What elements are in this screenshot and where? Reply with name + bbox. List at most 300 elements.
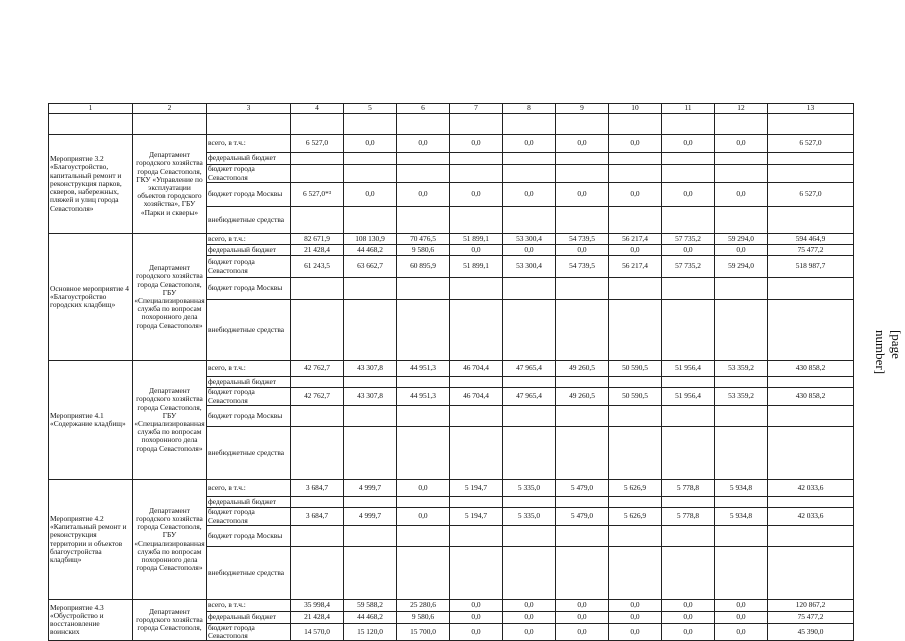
funding-source-label: бюджет города Москвы (207, 278, 291, 300)
amount-cell: 0,0 (450, 600, 503, 612)
amount-cell: 0,0 (715, 183, 768, 207)
amount-cell: 45 390,0 (768, 624, 854, 641)
amount-cell (450, 427, 503, 480)
amount-cell: 50 590,5 (609, 361, 662, 377)
amount-cell (768, 165, 854, 183)
amount-cell: 4 999,7 (344, 480, 397, 497)
amount-cell (450, 406, 503, 427)
funding-source-label: бюджет города Москвы (207, 183, 291, 207)
amount-cell: 15 120,0 (344, 624, 397, 641)
amount-cell: 0,0 (397, 135, 450, 153)
amount-cell (344, 497, 397, 508)
amount-cell (609, 207, 662, 234)
column-number-header: 1 (49, 104, 133, 114)
measure-name: Мероприятие 4.1 «Содержание кладбищ» (49, 361, 133, 480)
amount-cell (768, 406, 854, 427)
amount-cell (662, 497, 715, 508)
amount-cell: 518 987,7 (768, 256, 854, 278)
funding-source-label: всего, в т.ч.: (207, 361, 291, 377)
amount-cell: 0,0 (450, 183, 503, 207)
amount-cell (291, 427, 344, 480)
amount-cell: 5 335,0 (503, 480, 556, 497)
table-row (49, 135, 854, 153)
funding-source-label: всего, в т.ч.: (207, 234, 291, 245)
amount-cell: 63 662,7 (344, 256, 397, 278)
amount-cell (556, 526, 609, 547)
amount-cell: 0,0 (397, 480, 450, 497)
amount-cell (768, 497, 854, 508)
amount-cell: 14 570,0 (291, 624, 344, 641)
amount-cell: 35 998,4 (291, 600, 344, 612)
amount-cell (715, 547, 768, 600)
amount-cell (768, 153, 854, 165)
measure-name: Мероприятие 3.2 «Благоустройство, капитальный ремонт и реконструкция парков, скверов, набережных, пляжей и улиц города Севастополя» (49, 135, 133, 234)
executor-name: Департамент городского хозяйства города Севастополя, (133, 600, 207, 641)
amount-cell: 0,0 (609, 612, 662, 624)
amount-cell: 5 778,8 (662, 508, 715, 526)
amount-cell: 9 580,6 (397, 612, 450, 624)
amount-cell (397, 406, 450, 427)
amount-cell: 0,0 (715, 135, 768, 153)
amount-cell (397, 278, 450, 300)
column-number-header: 2 (133, 104, 207, 114)
amount-cell: 42 762,7 (291, 361, 344, 377)
measure-name: Мероприятие 4.2 «Капитальный ремонт и реконструкция территории и объектов благоустройства кладбищ» (49, 480, 133, 600)
amount-cell (291, 153, 344, 165)
amount-cell (715, 497, 768, 508)
amount-cell (397, 526, 450, 547)
amount-cell (503, 526, 556, 547)
amount-cell: 0,0 (450, 135, 503, 153)
amount-cell (291, 207, 344, 234)
amount-cell (768, 547, 854, 600)
amount-cell: 42 033,6 (768, 480, 854, 497)
funding-source-label: бюджет города Севастополя (207, 388, 291, 406)
empty-cell (715, 114, 768, 135)
funding-source-label: внебюджетные средства (207, 427, 291, 480)
amount-cell: 0,0 (556, 624, 609, 641)
amount-cell (344, 153, 397, 165)
amount-cell (609, 526, 662, 547)
amount-cell: 0,0 (662, 183, 715, 207)
amount-cell: 0,0 (609, 624, 662, 641)
empty-cell (49, 114, 133, 135)
column-number-header: 6 (397, 104, 450, 114)
amount-cell: 54 739,5 (556, 234, 609, 245)
amount-cell (556, 153, 609, 165)
amount-cell: 6 527,0 (768, 183, 854, 207)
table-row (49, 600, 854, 612)
amount-cell: 108 130,9 (344, 234, 397, 245)
amount-cell: 0,0 (344, 135, 397, 153)
funding-source-label: бюджет города Севастополя (207, 165, 291, 183)
amount-cell: 0,0 (662, 600, 715, 612)
empty-cell (556, 114, 609, 135)
funding-source-label: федеральный бюджет (207, 153, 291, 165)
amount-cell: 6 527,0 (768, 135, 854, 153)
table-body (49, 104, 854, 641)
document-page (48, 103, 854, 641)
funding-source-label: всего, в т.ч.: (207, 600, 291, 612)
amount-cell: 0,0 (450, 624, 503, 641)
amount-cell (450, 547, 503, 600)
amount-cell (397, 207, 450, 234)
table-row (49, 234, 854, 245)
amount-cell: 82 671,9 (291, 234, 344, 245)
amount-cell: 44 951,3 (397, 361, 450, 377)
amount-cell: 0,0 (662, 245, 715, 256)
amount-cell: 0,0 (609, 600, 662, 612)
amount-cell (556, 207, 609, 234)
empty-cell (291, 114, 344, 135)
amount-cell: 0,0 (662, 624, 715, 641)
amount-cell: 0,0 (715, 624, 768, 641)
amount-cell (768, 207, 854, 234)
amount-cell (609, 427, 662, 480)
amount-cell: 0,0 (503, 624, 556, 641)
amount-cell: 43 307,8 (344, 388, 397, 406)
amount-cell: 430 858,2 (768, 388, 854, 406)
executor-name: Департамент городского хозяйства города Севастополя, ГКУ «Управление по эксплуатации объектов городского хозяйства», ГБУ «Парки и скверы» (133, 135, 207, 234)
amount-cell (291, 278, 344, 300)
funding-source-label: федеральный бюджет (207, 377, 291, 388)
funding-source-label: бюджет города Севастополя (207, 256, 291, 278)
measure-name: Основное мероприятие 4 «Благоустройство городских кладбищ» (49, 234, 133, 361)
amount-cell (662, 427, 715, 480)
amount-cell (344, 377, 397, 388)
table-row (49, 361, 854, 377)
amount-cell: 430 858,2 (768, 361, 854, 377)
amount-cell: 49 260,5 (556, 388, 609, 406)
amount-cell: 49 260,5 (556, 361, 609, 377)
amount-cell: 5 335,0 (503, 508, 556, 526)
amount-cell (397, 165, 450, 183)
amount-cell (344, 526, 397, 547)
funding-source-label: всего, в т.ч.: (207, 480, 291, 497)
amount-cell (609, 300, 662, 361)
amount-cell (768, 278, 854, 300)
amount-cell: 0,0 (450, 612, 503, 624)
amount-cell: 46 704,4 (450, 388, 503, 406)
amount-cell (609, 153, 662, 165)
amount-cell: 44 951,3 (397, 388, 450, 406)
column-number-header: 13 (768, 104, 854, 114)
amount-cell: 0,0 (556, 600, 609, 612)
amount-cell: 59 294,0 (715, 234, 768, 245)
amount-cell (291, 165, 344, 183)
amount-cell (503, 406, 556, 427)
column-number-header: 12 (715, 104, 768, 114)
amount-cell: 0,0 (344, 183, 397, 207)
amount-cell: 0,0 (609, 183, 662, 207)
amount-cell: 594 464,9 (768, 234, 854, 245)
amount-cell (609, 377, 662, 388)
amount-cell (662, 300, 715, 361)
amount-cell (397, 427, 450, 480)
amount-cell: 53 359,2 (715, 361, 768, 377)
empty-cell (397, 114, 450, 135)
column-number-header: 10 (609, 104, 662, 114)
measure-name: Мероприятие 4.3 «Обустройство и восстановление воинских (49, 600, 133, 641)
amount-cell (768, 377, 854, 388)
amount-cell: 0,0 (662, 612, 715, 624)
amount-cell: 0,0 (503, 612, 556, 624)
amount-cell: 0,0 (397, 183, 450, 207)
funding-source-label: бюджет города Севастополя (207, 624, 291, 641)
amount-cell (715, 377, 768, 388)
amount-cell: 44 468,2 (344, 612, 397, 624)
amount-cell: 59 588,2 (344, 600, 397, 612)
amount-cell (556, 377, 609, 388)
amount-cell (715, 526, 768, 547)
amount-cell (556, 278, 609, 300)
amount-cell (397, 300, 450, 361)
amount-cell: 51 899,1 (450, 234, 503, 245)
amount-cell (662, 207, 715, 234)
amount-cell: 0,0 (503, 245, 556, 256)
amount-cell: 3 684,7 (291, 508, 344, 526)
amount-cell (556, 300, 609, 361)
amount-cell (662, 377, 715, 388)
column-number-header: 8 (503, 104, 556, 114)
amount-cell: 120 867,2 (768, 600, 854, 612)
amount-cell (715, 300, 768, 361)
amount-cell (344, 165, 397, 183)
amount-cell: 21 428,4 (291, 612, 344, 624)
amount-cell: 0,0 (556, 245, 609, 256)
amount-cell (662, 278, 715, 300)
funding-source-label: федеральный бюджет (207, 497, 291, 508)
amount-cell: 0,0 (556, 612, 609, 624)
amount-cell: 53 300,4 (503, 256, 556, 278)
amount-cell (344, 278, 397, 300)
amount-cell: 75 477,2 (768, 245, 854, 256)
amount-cell: 0,0 (450, 245, 503, 256)
amount-cell: 0,0 (715, 600, 768, 612)
amount-cell: 0,0 (715, 245, 768, 256)
amount-cell (503, 207, 556, 234)
amount-cell: 3 684,7 (291, 480, 344, 497)
amount-cell: 5 626,9 (609, 508, 662, 526)
amount-cell: 54 739,5 (556, 256, 609, 278)
amount-cell (397, 497, 450, 508)
amount-cell (450, 300, 503, 361)
amount-cell: 43 307,8 (344, 361, 397, 377)
amount-cell: 0,0 (715, 612, 768, 624)
amount-cell: 60 895,9 (397, 256, 450, 278)
amount-cell (291, 526, 344, 547)
funding-source-label: бюджет города Москвы (207, 526, 291, 547)
column-number-header: 11 (662, 104, 715, 114)
amount-cell (450, 526, 503, 547)
amount-cell (450, 153, 503, 165)
amount-cell: 5 479,0 (556, 480, 609, 497)
amount-cell (344, 547, 397, 600)
funding-source-label: федеральный бюджет (207, 245, 291, 256)
column-number-header: 7 (450, 104, 503, 114)
amount-cell (397, 547, 450, 600)
amount-cell (556, 165, 609, 183)
amount-cell: 5 194,7 (450, 480, 503, 497)
funding-source-label: бюджет города Москвы (207, 406, 291, 427)
amount-cell: 9 580,6 (397, 245, 450, 256)
amount-cell (715, 207, 768, 234)
amount-cell (291, 547, 344, 600)
funding-source-label: всего, в т.ч.: (207, 135, 291, 153)
executor-name: Департамент городского хозяйства города Севастополя, ГБУ «Специализированная служба по вопросам похоронного дела города Севастополя» (133, 361, 207, 480)
amount-cell: 59 294,0 (715, 256, 768, 278)
amount-cell (397, 153, 450, 165)
amount-cell (291, 300, 344, 361)
amount-cell (768, 300, 854, 361)
amount-cell: 75 477,2 (768, 612, 854, 624)
amount-cell: 0,0 (556, 135, 609, 153)
amount-cell (609, 406, 662, 427)
amount-cell: 51 899,1 (450, 256, 503, 278)
amount-cell: 42 033,6 (768, 508, 854, 526)
amount-cell: 5 778,8 (662, 480, 715, 497)
amount-cell (344, 427, 397, 480)
amount-cell: 5 626,9 (609, 480, 662, 497)
column-number-header: 3 (207, 104, 291, 114)
page-number: [page number] (873, 329, 905, 375)
amount-cell (397, 377, 450, 388)
amount-cell (291, 406, 344, 427)
amount-cell: 0,0 (556, 183, 609, 207)
column-number-header: 5 (344, 104, 397, 114)
empty-cell (662, 114, 715, 135)
amount-cell: 44 468,2 (344, 245, 397, 256)
amount-cell (556, 547, 609, 600)
amount-cell: 0,0 (609, 245, 662, 256)
amount-cell: 51 956,4 (662, 388, 715, 406)
amount-cell (503, 547, 556, 600)
amount-cell: 42 762,7 (291, 388, 344, 406)
amount-cell (715, 427, 768, 480)
empty-cell (450, 114, 503, 135)
header-row (49, 104, 854, 114)
amount-cell: 57 735,2 (662, 256, 715, 278)
amount-cell (662, 165, 715, 183)
budget-table (48, 103, 854, 641)
amount-cell (715, 165, 768, 183)
amount-cell: 57 735,2 (662, 234, 715, 245)
empty-cell (133, 114, 207, 135)
amount-cell: 0,0 (503, 600, 556, 612)
funding-source-label: внебюджетные средства (207, 300, 291, 361)
amount-cell (715, 153, 768, 165)
amount-cell (609, 165, 662, 183)
amount-cell (715, 278, 768, 300)
column-number-header: 9 (556, 104, 609, 114)
amount-cell (344, 207, 397, 234)
amount-cell: 5 934,8 (715, 480, 768, 497)
amount-cell: 53 300,4 (503, 234, 556, 245)
spacer-row (49, 114, 854, 135)
amount-cell (450, 165, 503, 183)
amount-cell (344, 300, 397, 361)
empty-cell (768, 114, 854, 135)
amount-cell (503, 377, 556, 388)
amount-cell (450, 377, 503, 388)
amount-cell: 21 428,4 (291, 245, 344, 256)
amount-cell: 0,0 (503, 183, 556, 207)
amount-cell (291, 377, 344, 388)
executor-name: Департамент городского хозяйства города Севастополя, ГБУ «Специализированная служба по вопросам похоронного дела города Севастополя» (133, 480, 207, 600)
amount-cell (503, 300, 556, 361)
amount-cell: 70 476,5 (397, 234, 450, 245)
funding-source-label: внебюджетные средства (207, 547, 291, 600)
amount-cell (662, 526, 715, 547)
amount-cell: 0,0 (609, 135, 662, 153)
amount-cell: 47 965,4 (503, 388, 556, 406)
empty-cell (609, 114, 662, 135)
amount-cell: 5 934,8 (715, 508, 768, 526)
amount-cell: 50 590,5 (609, 388, 662, 406)
amount-cell: 0,0 (503, 135, 556, 153)
amount-cell: 46 704,4 (450, 361, 503, 377)
amount-cell: 51 956,4 (662, 361, 715, 377)
amount-cell: 56 217,4 (609, 256, 662, 278)
amount-cell: 6 527,0 (291, 135, 344, 153)
amount-cell (609, 497, 662, 508)
funding-source-label: федеральный бюджет (207, 612, 291, 624)
amount-cell (556, 497, 609, 508)
amount-cell (450, 207, 503, 234)
amount-cell: 5 194,7 (450, 508, 503, 526)
amount-cell (503, 497, 556, 508)
amount-cell: 4 999,7 (344, 508, 397, 526)
amount-cell (768, 526, 854, 547)
amount-cell: 0,0 (397, 508, 450, 526)
column-number-header: 4 (291, 104, 344, 114)
amount-cell (609, 278, 662, 300)
executor-name: Департамент городского хозяйства города Севастополя, ГБУ «Специализированная служба по вопросам похоронного дела города Севастополя» (133, 234, 207, 361)
amount-cell (503, 165, 556, 183)
empty-cell (207, 114, 291, 135)
amount-cell: 5 479,0 (556, 508, 609, 526)
amount-cell: 25 280,6 (397, 600, 450, 612)
amount-cell (662, 406, 715, 427)
amount-cell (662, 153, 715, 165)
amount-cell (450, 497, 503, 508)
amount-cell (609, 547, 662, 600)
amount-cell: 56 217,4 (609, 234, 662, 245)
funding-source-label: бюджет города Севастополя (207, 508, 291, 526)
amount-cell (503, 153, 556, 165)
amount-cell (662, 547, 715, 600)
amount-cell (556, 427, 609, 480)
amount-cell: 47 965,4 (503, 361, 556, 377)
amount-cell: 53 359,2 (715, 388, 768, 406)
table-row (49, 480, 854, 497)
amount-cell (503, 427, 556, 480)
amount-cell: 61 243,5 (291, 256, 344, 278)
amount-cell (503, 278, 556, 300)
amount-cell (450, 278, 503, 300)
empty-cell (344, 114, 397, 135)
amount-cell: 15 700,0 (397, 624, 450, 641)
amount-cell (715, 406, 768, 427)
amount-cell (291, 497, 344, 508)
amount-cell: 6 527,0*³ (291, 183, 344, 207)
amount-cell (768, 427, 854, 480)
empty-cell (503, 114, 556, 135)
amount-cell: 0,0 (662, 135, 715, 153)
amount-cell (344, 406, 397, 427)
funding-source-label: внебюджетные средства (207, 207, 291, 234)
amount-cell (556, 406, 609, 427)
